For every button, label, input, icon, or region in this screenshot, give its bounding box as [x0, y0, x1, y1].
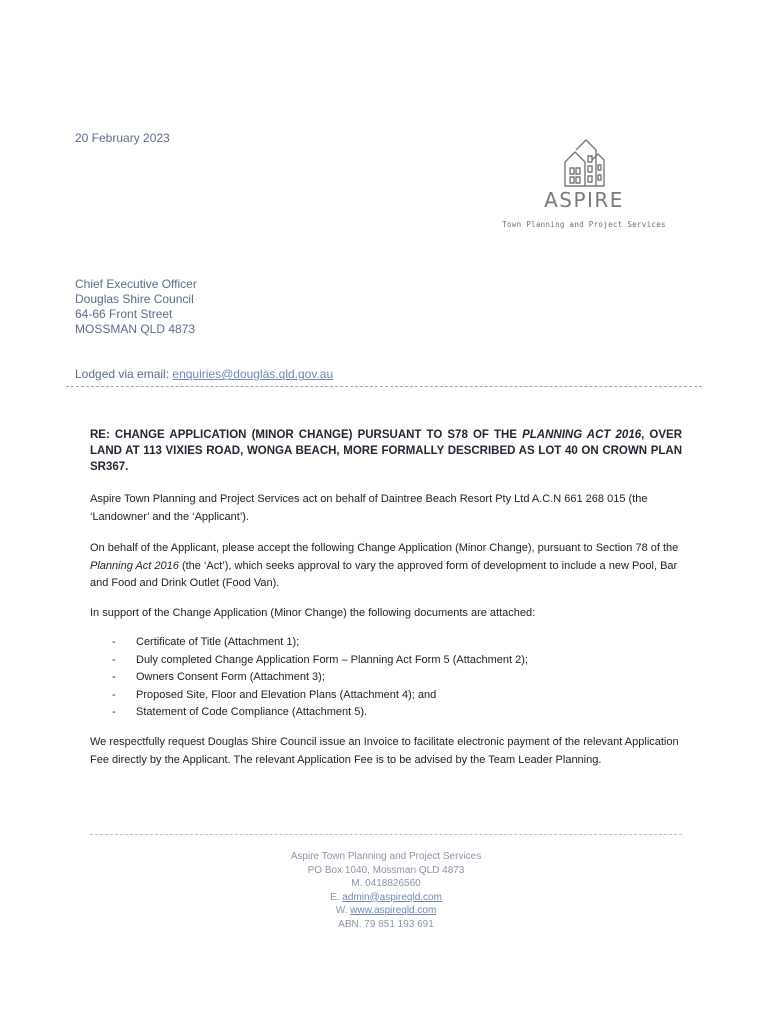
- footer-po-box: PO Box 1040, Mossman QLD 4873: [307, 864, 465, 876]
- aspire-logo: [498, 138, 670, 238]
- footer-web-prefix: W.: [335, 905, 351, 916]
- logo-name: ASPIRE: [544, 188, 624, 212]
- list-bullet: -: [112, 671, 116, 683]
- paragraph-invoice-request: We respectfully request Douglas Shire Council issue an Invoice to facilitate electronic payment of the relevant Application Fee directly by the Applicant. The relevant Application Fee is to be advised by the Team Leader Planning.: [90, 736, 679, 766]
- subject-text-rest: , OVER LAND AT 113 VIXIES ROAD, WONGA BEACH, MORE FORMALLY DESCRIBED AS LOT 40 ON CROWN PLAN SR367.: [90, 429, 682, 473]
- list-item-text: Proposed Site, Floor and Elevation Plans (Attachment 4); and: [136, 688, 437, 701]
- list-item: [112, 634, 528, 652]
- footer-web-line: [90, 904, 682, 918]
- footer-divider: [90, 834, 682, 835]
- list-bullet: -: [112, 688, 116, 701]
- footer-email-link[interactable]: admin@aspireqld.com: [342, 891, 442, 903]
- header-divider: [66, 386, 702, 387]
- lodged-email-link[interactable]: enquiries@douglas.qld.gov.au: [172, 367, 334, 381]
- list-item-text: Statement of Code Compliance (Attachment 5).: [136, 706, 368, 718]
- list-item-text: Duly completed Change Application Form – Planning Act Form 5 (Attachment 2);: [136, 653, 528, 666]
- recipient-line: Douglas Shire Council: [75, 292, 194, 306]
- list-bullet: -: [112, 653, 116, 666]
- footer-company: Aspire Town Planning and Project Services: [290, 851, 482, 862]
- list-item: [112, 652, 528, 670]
- footer: [90, 850, 682, 931]
- footer-email-line: [90, 891, 682, 905]
- logo-tagline: Town Planning and Project Services: [502, 220, 666, 229]
- list-item: [112, 669, 528, 687]
- act-name: Planning Act 2016: [90, 559, 179, 572]
- recipient-line: Chief Executive Officer: [75, 277, 197, 291]
- attachment-list: [112, 634, 528, 722]
- letter-date: 20 February 2023: [75, 131, 170, 145]
- recipient-line: 64-66 Front Street: [75, 307, 173, 321]
- paragraph-intro: Aspire Town Planning and Project Services act on behalf of Daintree Beach Resort Pty Ltd A.C.N 661 268 015 (the ‘Landowner’ and the ‘Applicant’).: [90, 493, 648, 523]
- footer-web-link[interactable]: www.aspireqld.com: [350, 905, 437, 916]
- recipient-address: [75, 277, 197, 337]
- subject-heading: [90, 427, 682, 475]
- paragraph-support: In support of the Change Application (Minor Change) the following documents are attached:: [90, 607, 536, 619]
- list-item: [112, 704, 528, 722]
- footer-mobile: M. 0418826560: [351, 878, 421, 889]
- paragraph-text-rest: (the ‘Act’), which seeks approval to vary the approved form of development to include a new Pool, Bar and Food and Drink Outlet (Food Van).: [90, 559, 678, 589]
- list-item: [112, 687, 528, 705]
- paragraph-application: [90, 540, 682, 593]
- lodged-via-line: [75, 367, 333, 381]
- subject-act-name: PLANNING ACT 2016: [522, 429, 642, 441]
- houses-icon: [498, 138, 670, 188]
- footer-abn: ABN. 79 851 193 691: [338, 918, 434, 930]
- lodged-prefix: Lodged via email:: [75, 367, 173, 381]
- footer-email-prefix: E.: [330, 891, 343, 903]
- list-item-text: Certificate of Title (Attachment 1);: [136, 636, 300, 648]
- list-bullet: -: [112, 706, 116, 718]
- list-item-text: Owners Consent Form (Attachment 3);: [136, 671, 325, 683]
- paragraph-text: On behalf of the Applicant, please accept the following Change Application (Minor Change), pursuant to Section 78 of the: [90, 542, 679, 554]
- list-bullet: -: [112, 636, 116, 648]
- recipient-line: MOSSMAN QLD 4873: [75, 322, 196, 336]
- subject-text: RE: CHANGE APPLICATION (MINOR CHANGE) PURSUANT TO S78 OF THE: [90, 429, 523, 441]
